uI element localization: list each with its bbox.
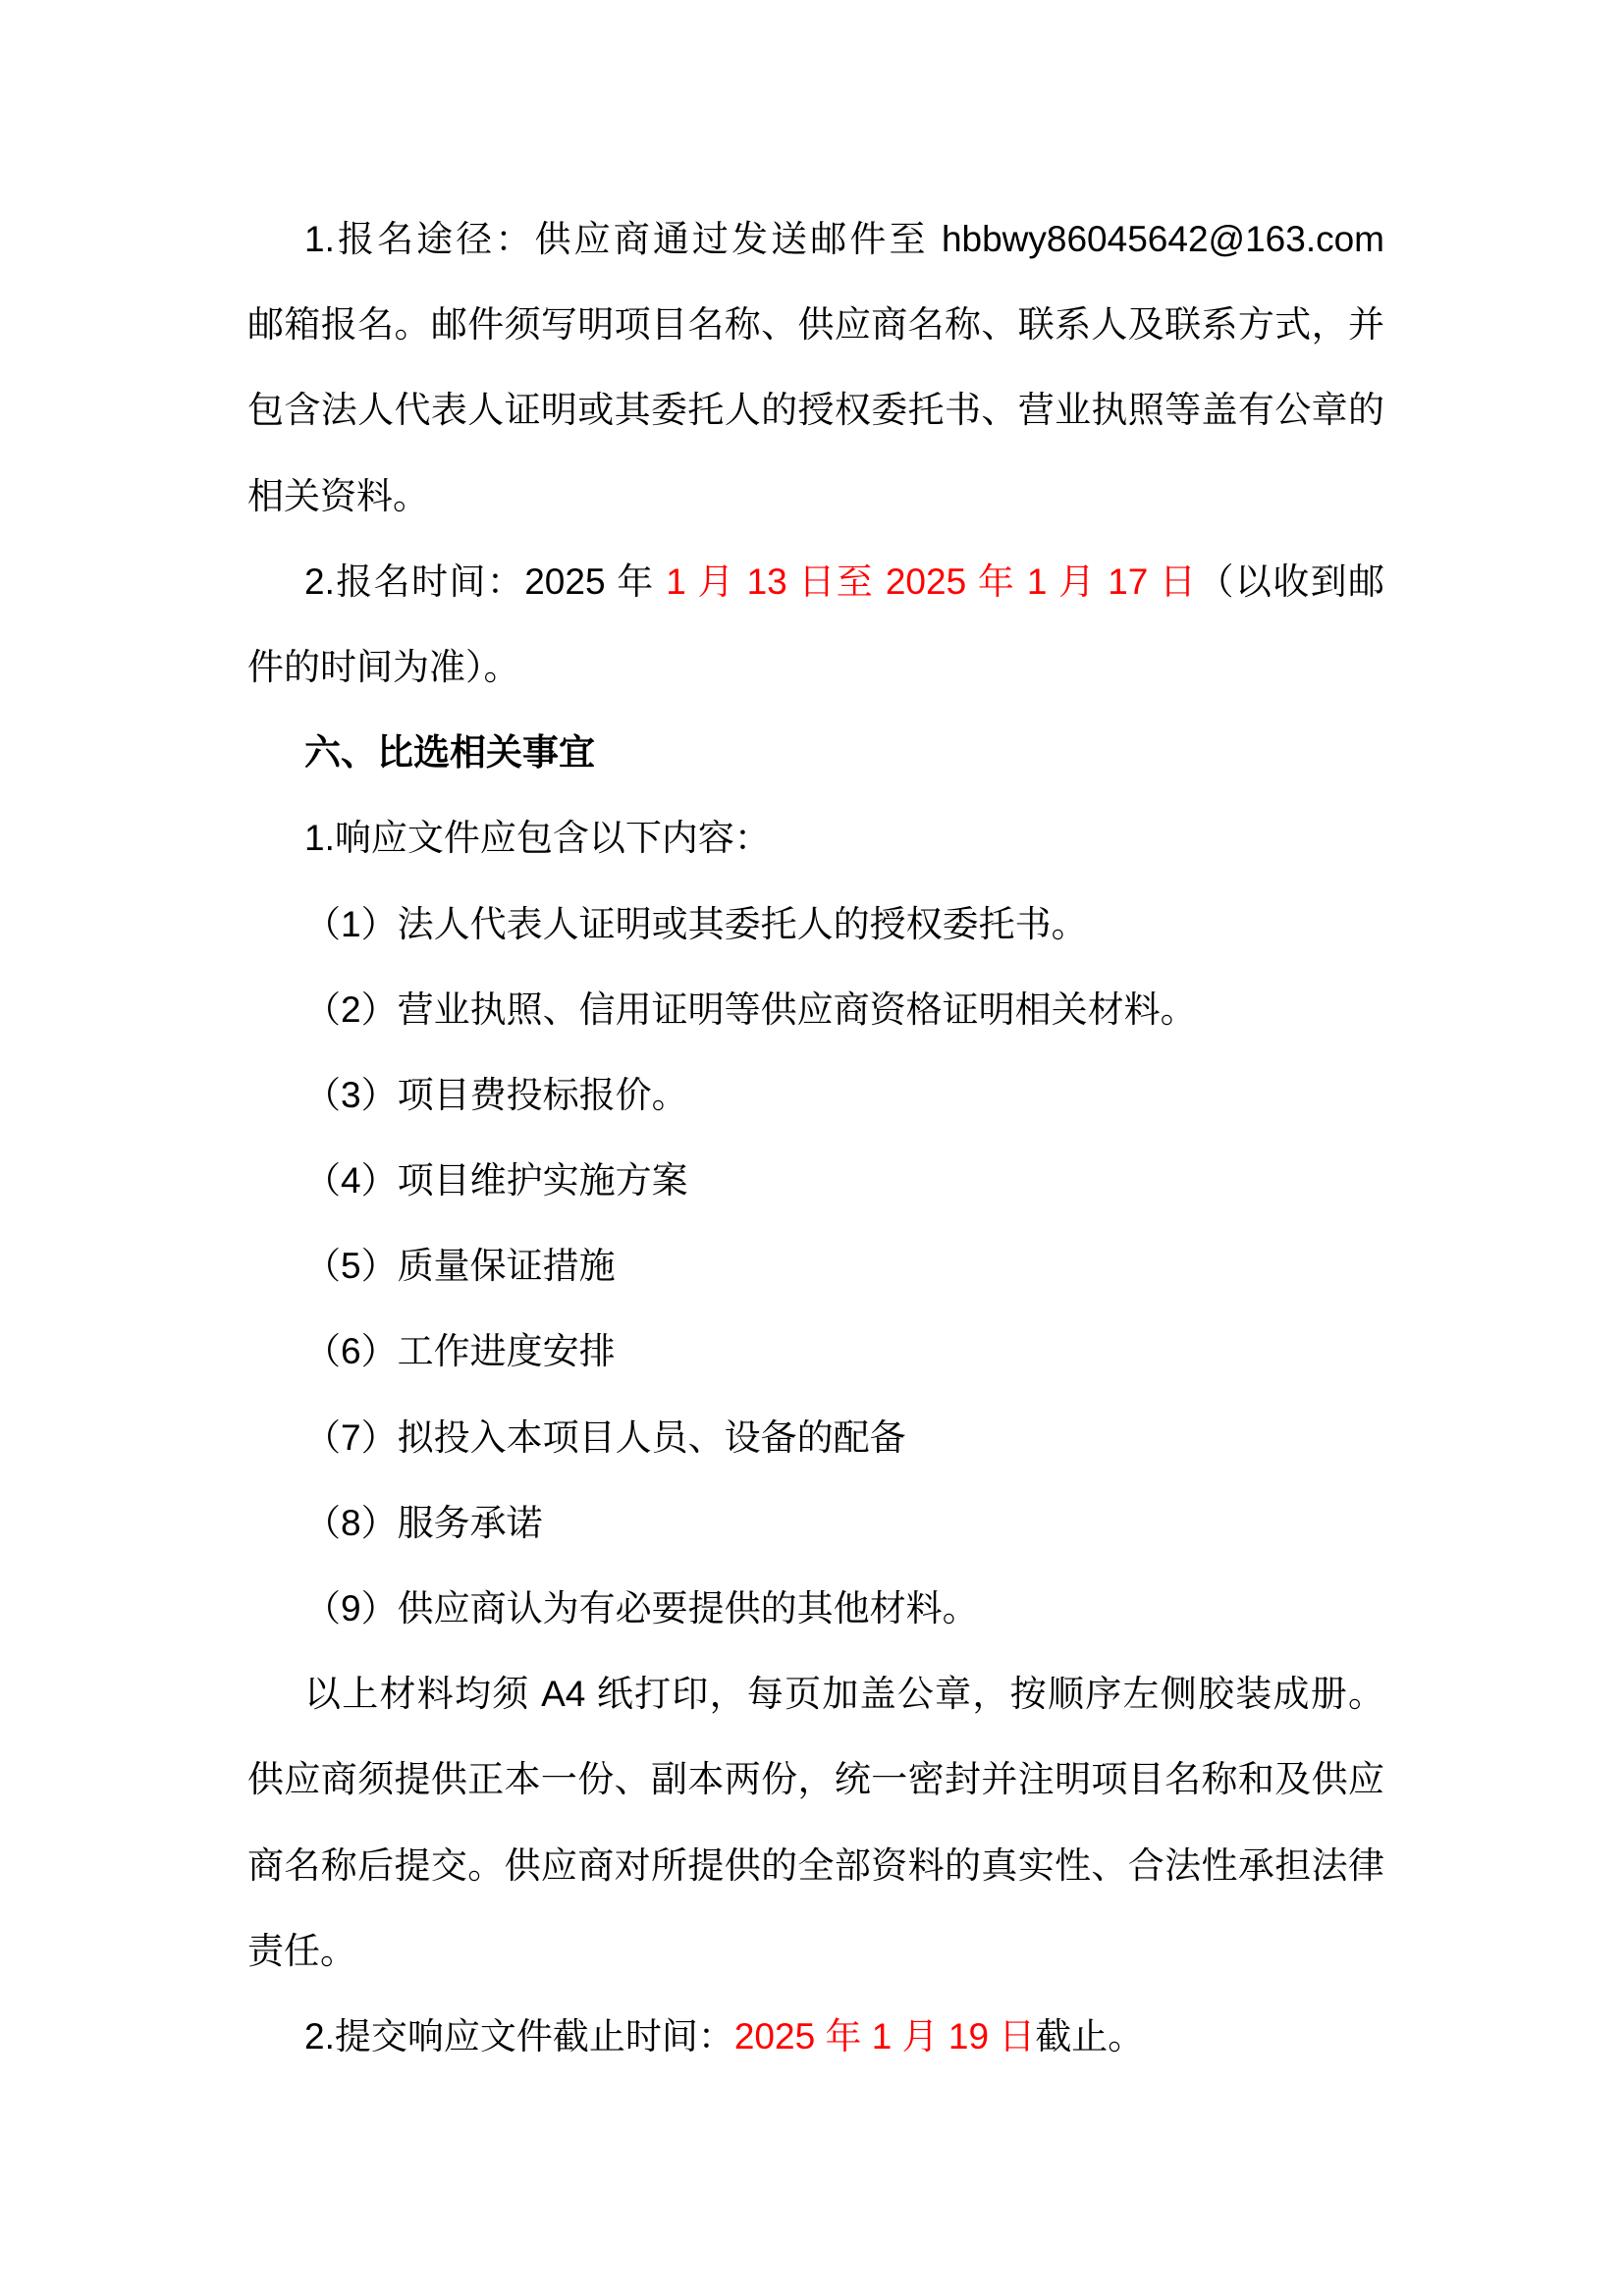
deadline-line <box>247 1994 1384 2079</box>
note-line-4: 责任。 <box>247 1930 356 1971</box>
signup-method-line-4: 相关资料。 <box>247 475 429 516</box>
list-item: （1）法人代表人证明或其委托人的授权委托书。 <box>304 903 1088 944</box>
list-item: （7）拟投入本项目人员、设备的配备 <box>304 1416 906 1458</box>
signup-method-line-3: 包含法人代表人证明或其委托人的授权委托书、营业执照等盖有公章的 <box>247 390 1384 431</box>
signup-time-suffix: （以收到邮 <box>1197 561 1385 602</box>
signup-time-highlight: 1 月 13 日至 2025 年 1 月 17 日 <box>666 561 1198 602</box>
signup-method-line-2: 邮箱报名。邮件须写明项目名称、供应商名称、联系人及联系方式，并 <box>247 304 1384 346</box>
section-heading: 六、比选相关事宜 <box>304 732 595 774</box>
list-item: （3）项目费投标报价。 <box>304 1074 688 1115</box>
list-item: （2）营业执照、信用证明等供应商资格证明相关材料。 <box>304 988 1197 1030</box>
list-item: （5）质量保证措施 <box>304 1246 616 1287</box>
note-line-3: 商名称后提交。供应商对所提供的全部资料的真实性、合法性承担法律 <box>247 1844 1384 1886</box>
list-item: （4）项目维护实施方案 <box>304 1160 688 1201</box>
signup-time-line-1 <box>247 539 1384 624</box>
signup-time-line-2: 件的时间为准）。 <box>247 646 520 687</box>
deadline-highlight: 2025 年 1 月 19 日 <box>733 2015 1036 2056</box>
list-item: （8）服务承诺 <box>304 1502 543 1543</box>
section-intro: 1.响应文件应包含以下内容： <box>304 818 771 859</box>
signup-method-line-1: 1.报名途径：供应商通过发送邮件至 hbbwy86045642@163.com <box>304 219 1384 259</box>
list-item: （6）工作进度安排 <box>304 1331 616 1372</box>
deadline-suffix: 截止。 <box>1035 2015 1145 2056</box>
document-page <box>247 196 1384 2079</box>
signup-time-prefix: 2.报名时间：2025 年 <box>304 561 667 602</box>
note-line-1: 以上材料均须 A4 纸打印，每页加盖公章，按顺序左侧胶装成册。 <box>304 1674 1384 1715</box>
note-line-2: 供应商须提供正本一份、副本两份，统一密封并注明项目名称和及供应 <box>247 1759 1384 1800</box>
deadline-prefix: 2.提交响应文件截止时间： <box>304 2015 734 2056</box>
list-item: （9）供应商认为有必要提供的其他材料。 <box>304 1588 979 1629</box>
